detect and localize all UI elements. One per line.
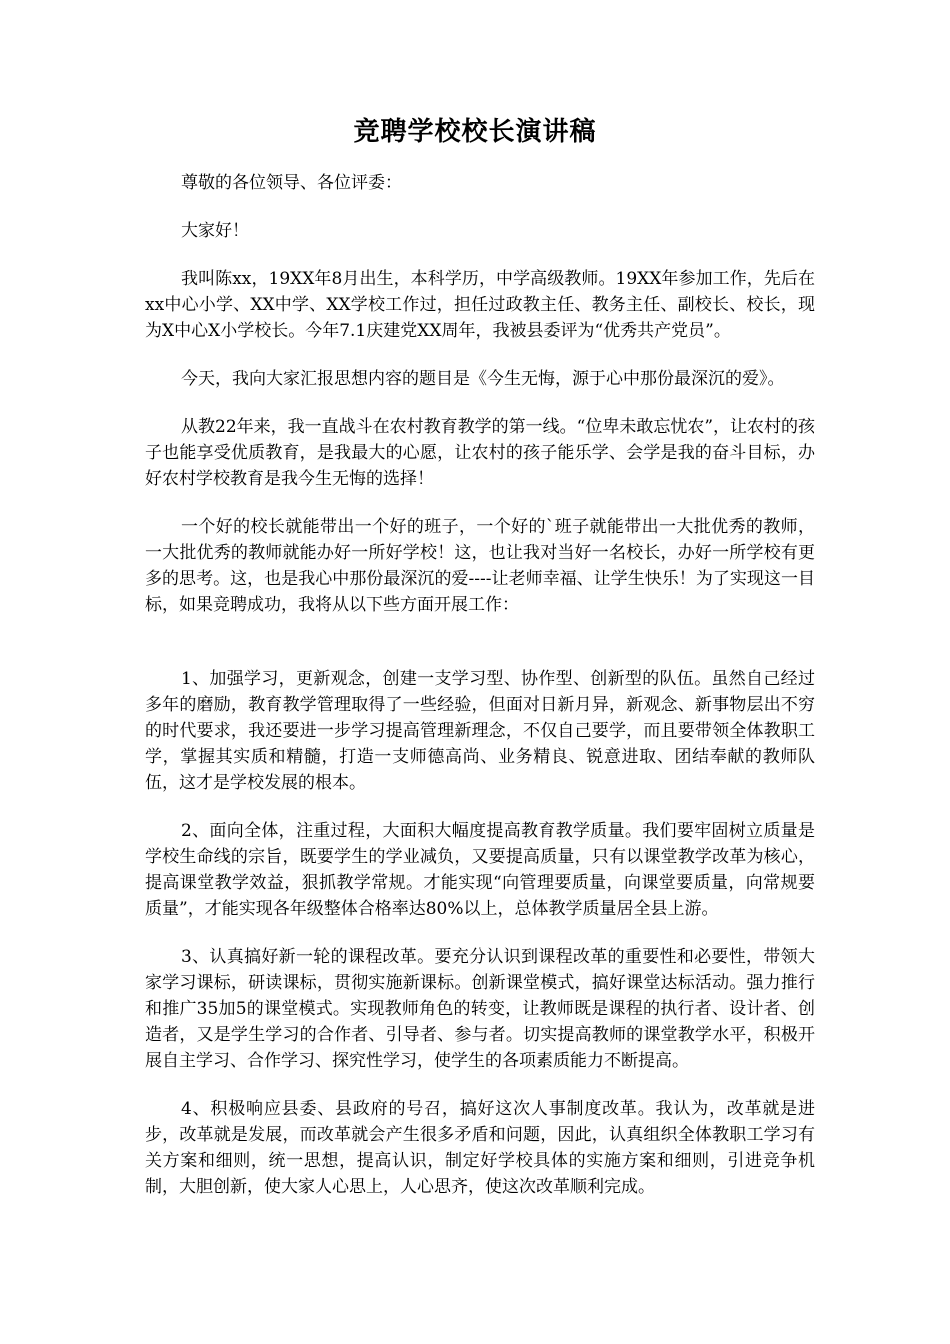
paragraph-plan-2: 2、面向全体，注重过程，大面积大幅度提高教育教学质量。我们要牢固树立质量是学校生命线的宗旨，既要学生的学业减负，又要提高质量，只有以课堂教学改革为核心，提高课堂教学效益，狠抓教学常规。才能实现“向管理要质量，向课堂要质量，向常规要质量”，才能实现各年级整体合格率达80%以上，总体教学质量居全县上游。 [145, 821, 815, 919]
paragraph-vision: 一个好的校长就能带出一个好的班子，一个好的`班子就能带出一大批优秀的教师，一大批优秀的教师就能办好一所好学校！这，也让我对当好一名校长，办好一所学校有更多的思考。这，也是我心中那份最深沉的爱----让老师幸福、让学生快乐！为了实现这一目标，如果竞聘成功，我将从以下些方面开展工作： [145, 517, 815, 615]
document-body [145, 170, 815, 1222]
paragraph-plan-4: 4、积极响应县委、县政府的号召，搞好这次人事制度改革。我认为，改革就是进步，改革就是发展，而改革就会产生很多矛盾和问题，因此，认真组织全体教职工学习有关方案和细则，统一思想，提高认识，制定好学校具体的实施方案和细则，引进竞争机制，大胆创新，使大家人心思上，人心思齐，使这次改革顺利完成。 [145, 1099, 815, 1197]
paragraph-introduction: 我叫陈xx，19XX年8月出生，本科学历，中学高级教师。19XX年参加工作，先后在xx中心小学、XX中学、XX学校工作过，担任过政教主任、教务主任、副校长、校长，现为X中心X小学校长。今年7.1庆建党XX周年，我被县委评为“优秀共产党员”。 [145, 269, 815, 341]
paragraph-plan-1: 1、加强学习，更新观念，创建一支学习型、协作型、创新型的队伍。虽然自己经过多年的磨励，教育教学管理取得了一些经验，但面对日新月异，新观念、新事物层出不穷的时代要求，我还要进一步学习提高管理新理念，不仅自己要学，而且要带领全体教职工学，掌握其实质和精髓，打造一支师德高尚、业务精良、锐意进取、团结奉献的教师队伍，这才是学校发展的根本。 [145, 669, 815, 793]
salutation: 尊敬的各位领导、各位评委： [181, 173, 402, 193]
document-title: 竞聘学校校长演讲稿 [353, 117, 597, 147]
paragraph-career: 从教22年来，我一直战斗在农村教育教学的第一线。“位卑未敢忘忧农”，让农村的孩子也能享受优质教育，是我最大的心愿，让农村的孩子能乐学、会学是我的奋斗目标，办好农村学校教育是我今生无悔的选择！ [145, 417, 816, 489]
greeting: 大家好！ [181, 221, 249, 241]
paragraph-topic: 今天，我向大家汇报思想内容的题目是《今生无悔，源于心中那份最深沉的爱》。 [181, 369, 785, 389]
paragraph-plan-3: 3、认真搞好新一轮的课程改革。要充分认识到课程改革的重要性和必要性，带领大家学习课标，研读课标，贯彻实施新课标。创新课堂模式，搞好课堂达标活动。强力推行和推广35加5的课堂模式。实现教师角色的转变，让教师既是课程的执行者、设计者、创造者，又是学生学习的合作者、引导者、参与者。切实提高教师的课堂教学水平，积极开展自主学习、合作学习、探究性学习，使学生的各项素质能力不断提高。 [145, 947, 815, 1071]
